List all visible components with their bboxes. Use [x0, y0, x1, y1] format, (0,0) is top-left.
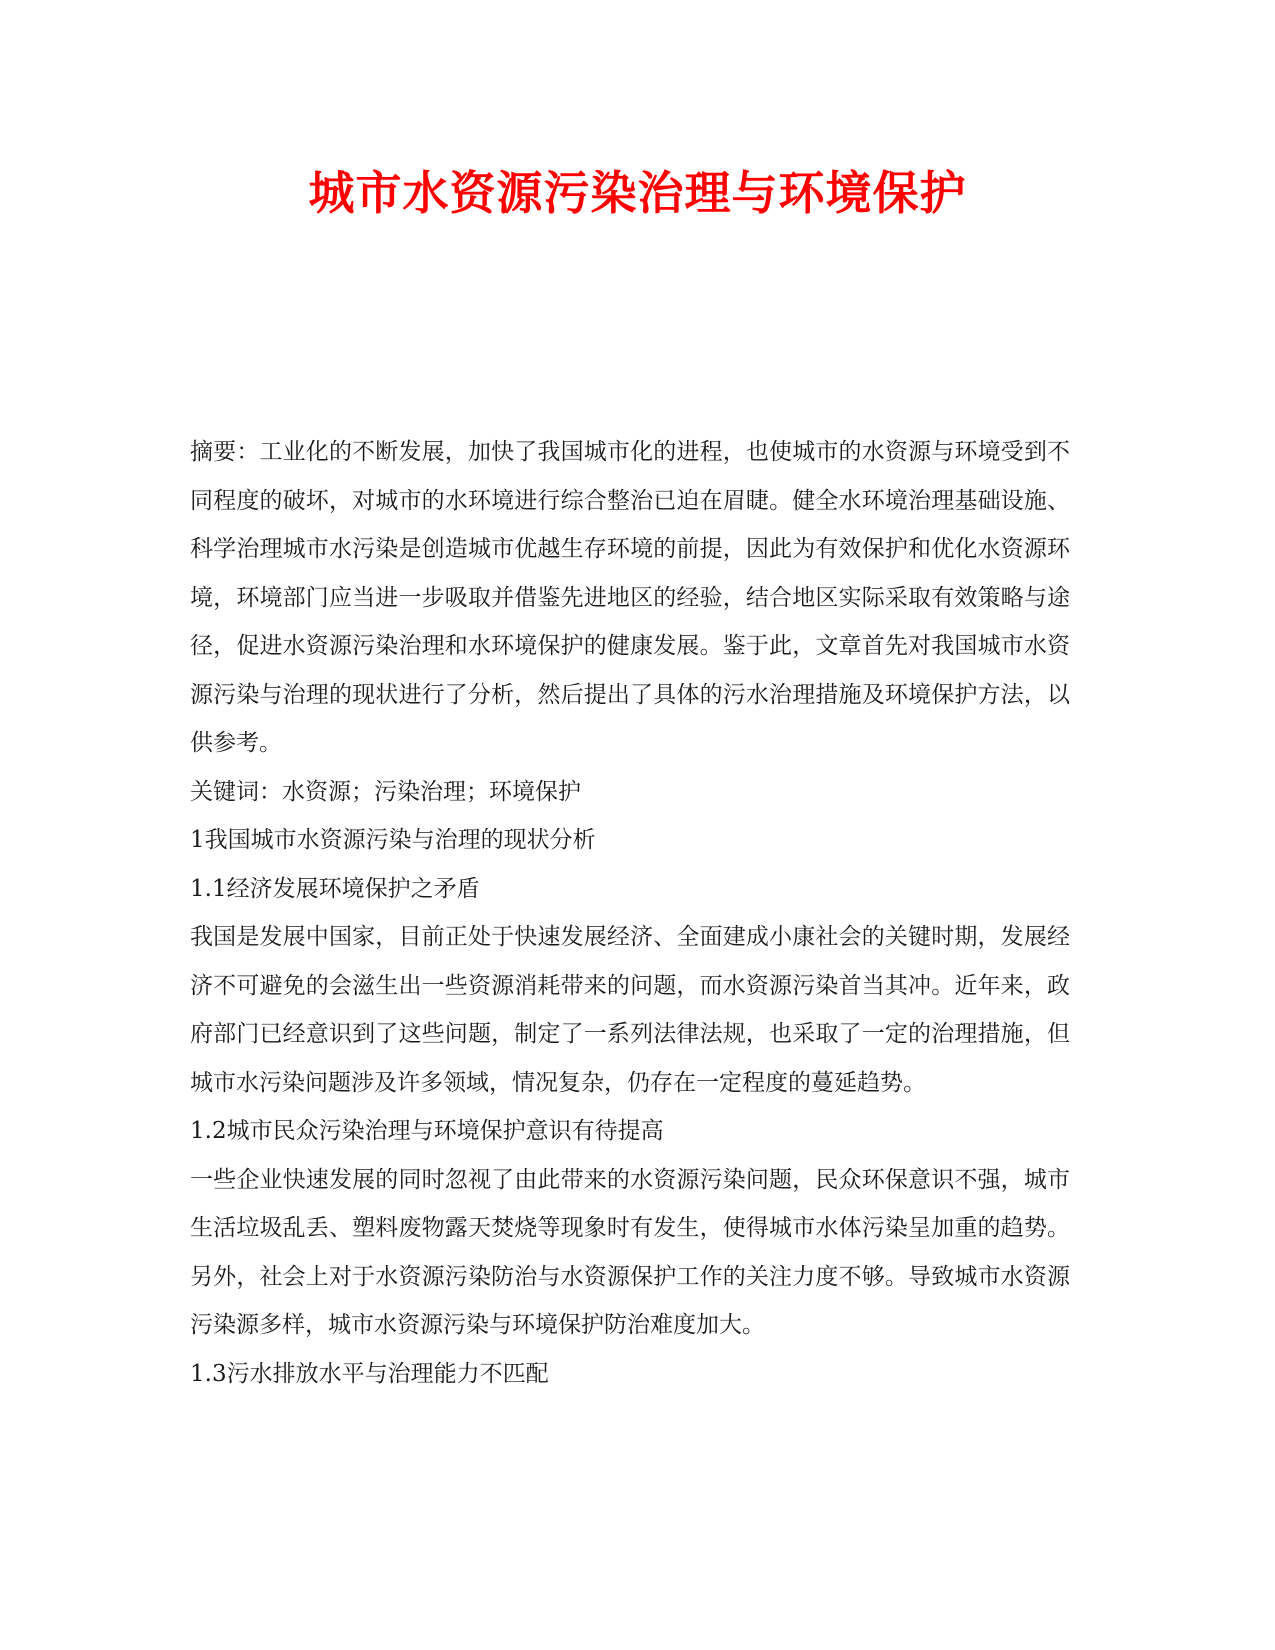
subsection-heading-1-2: 1.2城市民众污染治理与环境保护意识有待提高 [190, 1118, 664, 1144]
body-paragraph-1-2: 一些企业快速发展的同时忽视了由此带来的水资源污染问题，民众环保意识不强，城市生活垃圾乱丢、塑料废物露天焚烧等现象时有发生，使得城市水体污染呈加重的趋势。另外，社会上对于水资源污染防治与水资源保护工作的关注力度不够。导致城市水资源污染源多样，城市水资源污染与环境保护防治难度加大。 [190, 1166, 1070, 1338]
keywords-line: 关键词：水资源；污染治理；环境保护 [190, 778, 581, 805]
body-paragraph-1-1: 我国是发展中国家，目前正处于快速发展经济、全面建成小康社会的关键时期，发展经济不可避免的会滋生出一些资源消耗带来的问题，而水资源污染首当其冲。近年来，政府部门已经意识到了这些问题，制定了一系列法律法规，也采取了一定的治理措施，但城市水污染问题涉及许多领域，情况复杂，仍存在一定程度的蔓延趋势。 [190, 924, 1070, 1096]
abstract-paragraph: 摘要：工业化的不断发展，加快了我国城市化的进程，也使城市的水资源与环境受到不同程度的破坏，对城市的水环境进行综合整治已迫在眉睫。健全水环境治理基础设施、科学治理城市水污染是创造城市优越生存环境的前提，因此为有效保护和优化水资源环境，环境部门应当进一步吸取并借鉴先进地区的经验，结合地区实际采取有效策略与途径，促进水资源污染治理和水环境保护的健康发展。鉴于此，文章首先对我国城市水资源污染与治理的现状进行了分析，然后提出了具体的污水治理措施及环境保护方法，以供参考。 [190, 439, 1070, 756]
subsection-heading-1-3: 1.3污水排放水平与治理能力不匹配 [190, 1360, 549, 1387]
document-title: 城市水资源污染治理与环境保护 [308, 166, 967, 220]
subsection-heading-1-1: 1.1经济发展环境保护之矛盾 [190, 875, 480, 902]
document-body [190, 428, 1070, 1398]
section-heading-1: 1我国城市水资源污染与治理的现状分析 [190, 827, 596, 853]
